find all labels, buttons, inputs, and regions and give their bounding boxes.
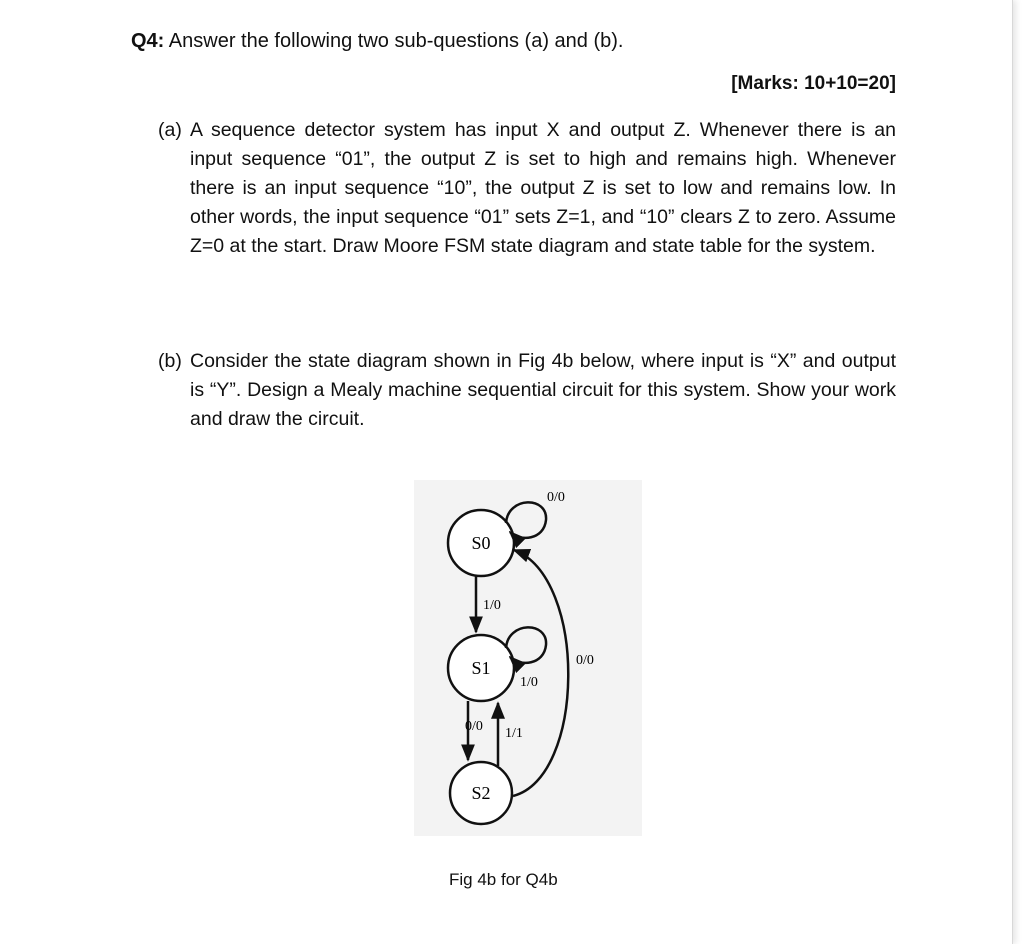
marks-label: [Marks: 10+10=20] — [731, 73, 896, 94]
part-b — [158, 347, 896, 434]
transition-s1-s2-label: 0/0 — [465, 719, 483, 734]
state-s1-label: S1 — [471, 658, 491, 678]
part-b-text: Consider the state diagram shown in Fig 4b below, where input is “X” and output is “Y”. Design a Mealy machine sequential circuit for this system. Show your work and draw the circuit. — [190, 350, 896, 430]
transition-s1-self-label: 1/0 — [520, 675, 538, 690]
question-number: Q4: — [131, 30, 165, 52]
part-a — [158, 116, 896, 261]
transition-s0-self-label: 0/0 — [547, 490, 565, 505]
part-b-label: (b) — [158, 350, 182, 372]
state-s0-label: S0 — [471, 533, 491, 553]
figure-caption: Fig 4b for Q4b — [449, 870, 558, 889]
state-s2-label: S2 — [471, 783, 491, 803]
part-a-text: A sequence detector system has input X and output Z. Whenever there is an input sequence “01”, the output Z is set to high and remains high. Whenever there is an input sequence “10”, the output Z is set to low and remains low. In other words, the input sequence “01” sets Z=1, and “10” clears Z to zero. Assume Z=0 at the start. Draw Moore FSM state diagram and state table for the system. — [190, 119, 896, 257]
question-title — [131, 30, 623, 53]
part-a-label: (a) — [158, 119, 182, 141]
transition-s2-s0-label: 0/0 — [576, 653, 594, 668]
state-diagram — [410, 478, 646, 838]
question-title-text: Answer the following two sub-questions (a) and (b). — [168, 30, 624, 52]
transition-s2-s1-label: 1/1 — [505, 726, 523, 741]
transition-s0-s1-label: 1/0 — [483, 598, 501, 613]
state-diagram-figure — [410, 478, 646, 838]
